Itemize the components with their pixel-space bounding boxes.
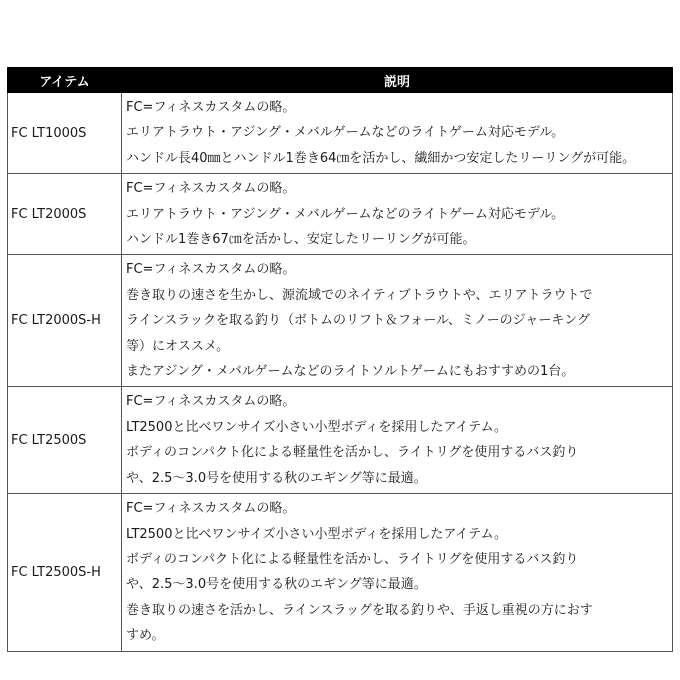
spec-table [7,67,673,652]
description-cell [122,93,673,174]
description-line: FC=フィネスカスタムの略。 [126,100,296,115]
item-name: FC LT2500S-H [8,494,122,651]
header-description: 説明 [122,68,673,93]
description-cell [122,387,673,494]
description-line: FC=フィネスカスタムの略。 [126,501,296,517]
table-row [8,494,673,651]
description-cell [122,494,673,651]
description-line: FC=フィネスカスタムの略。 [126,262,296,278]
description-line: 巻き取りの速さを生かし、源流域でのネイティブトラウトや、エリアトラウトで [126,287,593,303]
item-name: FC LT2000S-H [8,255,122,387]
header-row [8,68,673,93]
description-line: ラインスラックを取る釣り（ボトムのリフト＆フォール、ミノーのジャーキング [126,313,590,329]
description-line: またアジング・メバルゲームなどのライトソルトゲームにもおすすめの1台。 [126,364,575,380]
description-line: ボディのコンパクト化による軽量性を活かし、ライトリグを使用するバス釣り [126,551,579,567]
description-line: 等）にオススメ。 [126,338,230,354]
description-cell [122,255,673,387]
description-line: や、2.5～3.0号を使用する秋のエギング等に最適。 [126,577,427,593]
table-row [8,93,673,174]
table-row [8,387,673,494]
description-line: ハンドル長40㎜とハンドル1巻き64㎝を活かし、繊細かつ安定したリーリングが可能。 [126,150,636,166]
item-name: FC LT2000S [8,174,122,255]
item-name: FC LT1000S [8,93,122,174]
description-line: ボディのコンパクト化による軽量性を活かし、ライトリグを使用するバス釣り [126,445,579,461]
description-line: FC=フィネスカスタムの略。 [126,394,296,410]
description-cell [122,174,673,255]
description-line: すめ。 [126,628,165,644]
description-line: ハンドル1巻き67㎝を活かし、安定したリーリングが可能。 [126,232,476,248]
item-name: FC LT2500S [8,387,122,494]
header-item: アイテム [8,68,122,93]
description-line: エリアトラウト・アジング・メバルゲームなどのライトゲーム対応モデル。 [126,206,565,222]
description-line: 巻き取りの速さを活かし、ラインスラッグを取る釣りや、手返し重視の方におす [126,602,593,618]
description-line: エリアトラウト・アジング・メバルゲームなどのライトゲーム対応モデル。 [126,125,565,141]
description-line: FC=フィネスカスタムの略。 [126,181,296,197]
description-line: LT2500と比べワンサイズ小さい小型ボディを採用したアイテム。 [126,419,507,435]
table-row [8,174,673,255]
description-line: や、2.5～3.0号を使用する秋のエギング等に最適。 [126,470,427,486]
description-line: LT2500と比べワンサイズ小さい小型ボディを採用したアイテム。 [126,526,507,542]
table-row [8,255,673,387]
